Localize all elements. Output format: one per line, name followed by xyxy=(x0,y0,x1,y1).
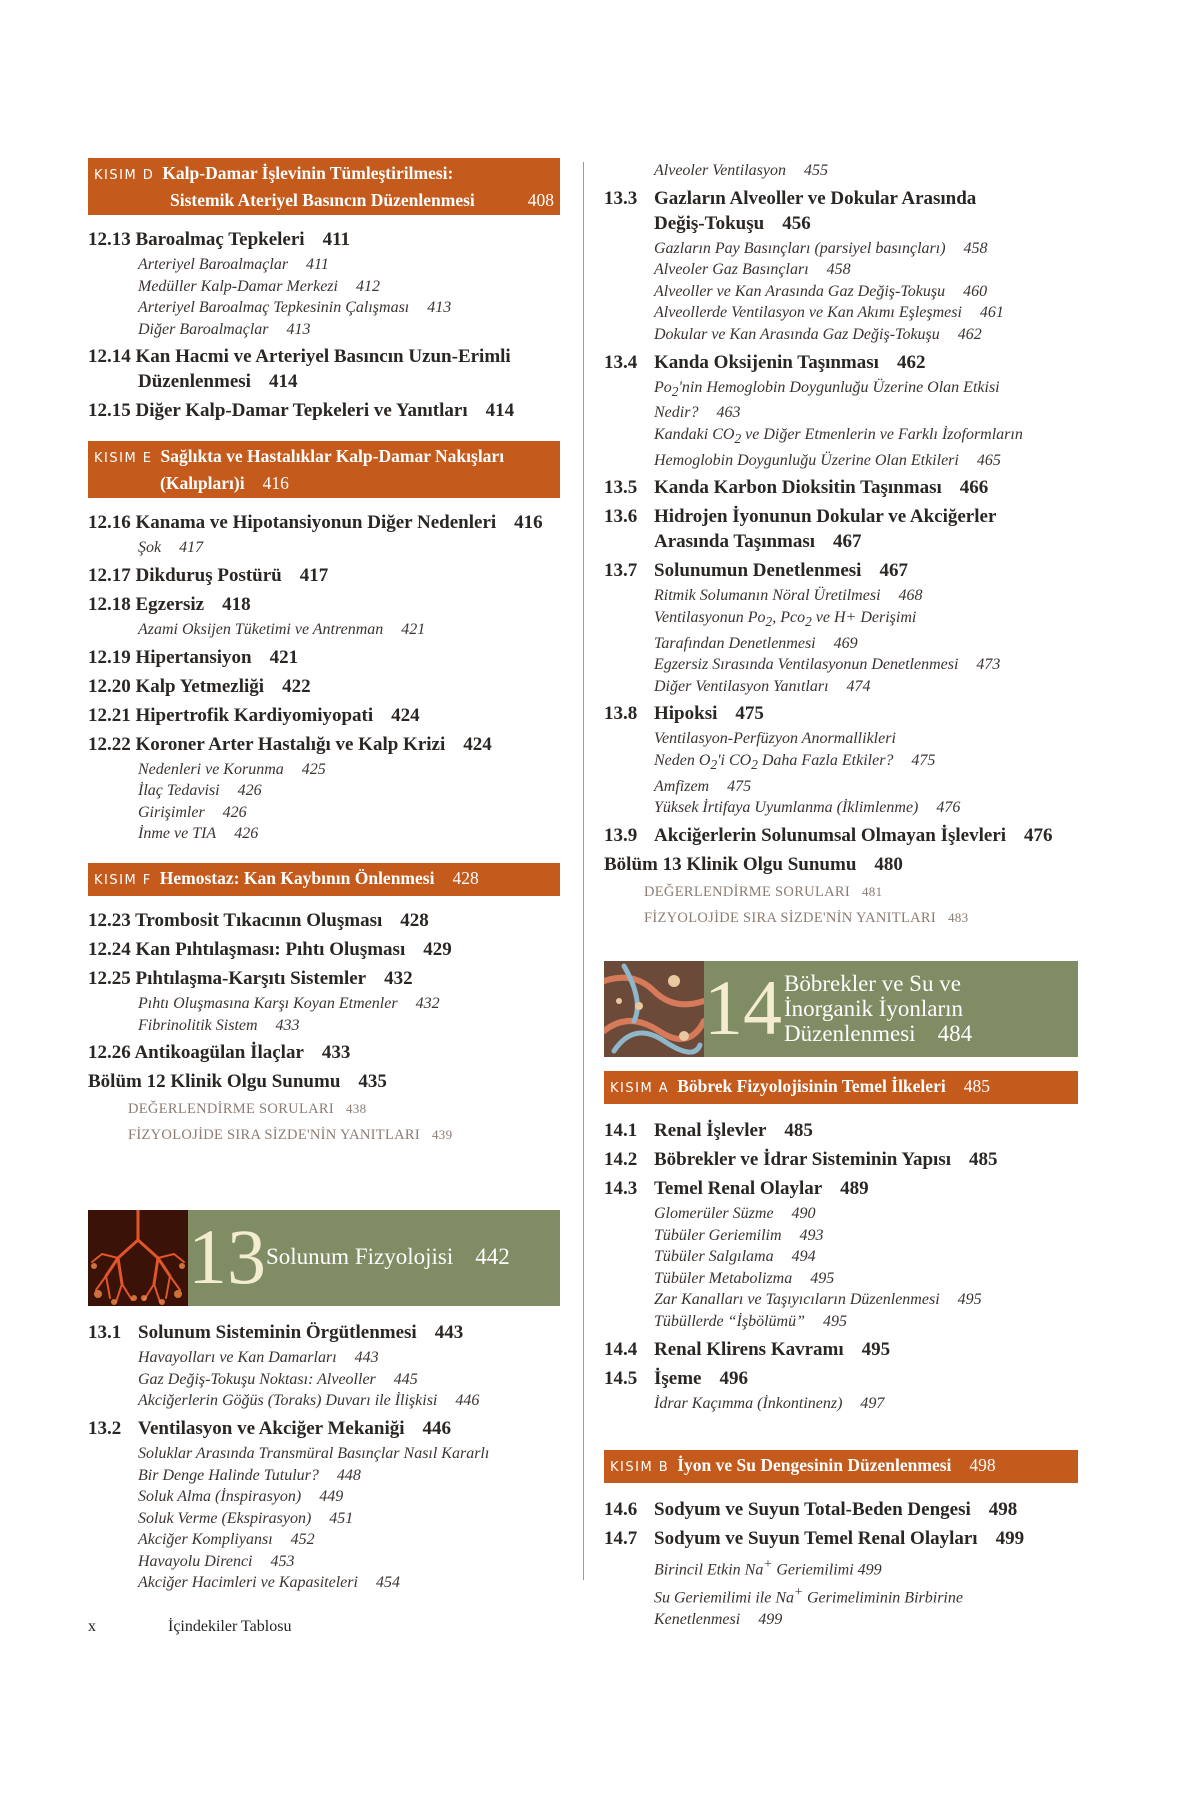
section-14-4[interactable]: 14.4 Renal Klirens Kavramı 495 xyxy=(604,1338,891,1360)
list-item[interactable]: Tübüllerde “İşbölümü” 495 xyxy=(654,1313,847,1330)
footer-page-number: x xyxy=(88,1618,96,1635)
list-item[interactable]: $Po_2'nin$ Hemoglobin Doygunluğu Üzerine Olan Etkisi xyxy=(654,378,1000,399)
list-item[interactable]: Diğer Baroalmaçlar 413 xyxy=(138,320,311,338)
list-item[interactable]: Fibrinolitik Sistem 433 xyxy=(138,1016,300,1034)
list-item[interactable]: Glomerüler Süzme 490 xyxy=(654,1205,816,1223)
chapter-number: 13 xyxy=(188,1213,266,1301)
part-f-header: KISIM F Hemostaz: Kan Kaybının Önlenmesi 428 xyxy=(88,863,560,896)
review-questions-12[interactable]: DEĞERLENDİRME SORULARI 438 xyxy=(128,1101,367,1118)
section-12-23[interactable]: 12.23 Trombosit Tıkacının Oluşması 428 xyxy=(88,909,429,931)
case-study-13[interactable]: Bölüm 13 Klinik Olgu Sunumu 480 xyxy=(604,854,903,876)
list-item[interactable]: Tübüler Salgılama 494 xyxy=(654,1248,816,1266)
list-item[interactable]: Azami Oksijen Tüketimi ve Antrenman 421 xyxy=(138,620,426,638)
section-14-2[interactable]: 14.2 Böbrekler ve İdrar Sisteminin Yapısı 485 xyxy=(604,1149,998,1171)
chapter-14-banner[interactable] xyxy=(604,961,1078,1057)
section-13-2[interactable]: 13.2 Ventilasyon ve Akciğer Mekaniği 446 xyxy=(88,1417,452,1439)
section-12-13[interactable]: 12.13 Baroalmaç Tepkeleri 411 xyxy=(88,229,351,250)
section-14-5[interactable]: 14.5 İşeme 496 xyxy=(604,1367,748,1389)
list-item[interactable]: İdrar Kaçımma (İnkontinenz) 497 xyxy=(654,1394,885,1412)
list-item[interactable]: Gazların Pay Basınçları (parsiyel basınçları) 458 xyxy=(654,239,988,257)
section-13-8[interactable]: 13.8 Hipoksi 475 xyxy=(604,703,764,725)
list-item[interactable]: Ventilasyonun $Po_2$, Pco$_2$ ve H+ Derişimi xyxy=(654,608,917,630)
section-12-24[interactable]: 12.24 Kan Pıhtılaşması: Pıhtı Oluşması 429 xyxy=(88,938,452,960)
list-item[interactable]: Tübüler Geriemilim 493 xyxy=(654,1226,824,1244)
list-item[interactable]: Diğer Ventilasyon Yanıtları 474 xyxy=(654,677,871,695)
list-item[interactable]: Amfizem 475 xyxy=(654,777,752,795)
list-item[interactable]: Bir Denge Halinde Tutulur? 448 xyxy=(138,1466,361,1484)
section-12-26[interactable]: 12.26 Antikoagülan İlaçlar 433 xyxy=(88,1042,351,1064)
list-item[interactable]: Dokular ve Kan Arasında Gaz Değiş-Tokuşu 462 xyxy=(654,325,982,343)
list-item[interactable]: Alveoller ve Kan Arasında Gaz Değiş-Tokuşu 460 xyxy=(654,282,988,300)
section-12-17[interactable]: 12.17 Dikduruş Postürü 417 xyxy=(88,564,329,586)
section-13-6[interactable]: 13.6 Hidrojen İyonunun Dokular ve Akciğerler Arasında Taşınması 467 xyxy=(604,506,997,553)
list-item[interactable]: Şok 417 xyxy=(138,539,204,557)
list-item[interactable]: Akciğer Kompliyansı 452 xyxy=(138,1531,315,1549)
list-item[interactable]: Hemoglobin Doygunluğu Üzerine Olan Etkileri 465 xyxy=(654,451,1001,469)
chapter-title: Böbrekler ve Su ve İnorganik İyonların Düzenlenmesi 484 xyxy=(784,971,973,1047)
section-13-5[interactable]: 13.5 Kanda Karbon Dioksitin Taşınması 466 xyxy=(604,477,989,499)
list-item[interactable]: Akciğerlerin Göğüs (Toraks) Duvarı ile İlişkisi 446 xyxy=(138,1392,480,1410)
section-12-21[interactable]: 12.21 Hipertrofik Kardiyomiyopati 424 xyxy=(88,704,420,726)
list-item[interactable]: Alveoler Gaz Basınçları 458 xyxy=(654,261,851,279)
list-item[interactable]: Birincil Etkin Na+ Geriemilimi 499 xyxy=(654,1556,882,1579)
list-item[interactable]: Nedenleri ve Korunma 425 xyxy=(138,760,326,778)
list-item[interactable]: Soluklar Arasında Transmüral Basınçlar Nasıl Kararlı xyxy=(138,1444,490,1462)
list-item[interactable]: Havayolları ve Kan Damarları 443 xyxy=(138,1349,379,1367)
section-12-25[interactable]: 12.25 Pıhtılaşma-Karşıtı Sistemler 432 xyxy=(88,967,413,989)
section-13-3[interactable]: 13.3 Gazların Alveoller ve Dokular Arasında Değiş-Tokuşu 456 xyxy=(604,187,977,234)
list-item[interactable]: Nedir? 463 xyxy=(654,404,741,422)
list-item[interactable]: İlaç Tedavisi 426 xyxy=(138,782,262,800)
section-13-9[interactable]: 13.9 Akciğerlerin Solunumsal Olmayan İşlevleri 476 xyxy=(604,825,1053,847)
section-12-14[interactable]: 12.14 Kan Hacmi ve Arteriyel Basıncın Uzun-Erimli Düzenlenmesi 414 xyxy=(88,346,511,393)
kidney-illustration xyxy=(604,961,704,1057)
section-12-18[interactable]: 12.18 Egzersiz 418 xyxy=(88,593,251,615)
list-item[interactable]: Medüller Kalp-Damar Merkezi 412 xyxy=(138,277,380,295)
section-14-3[interactable]: 14.3 Temel Renal Olaylar 489 xyxy=(604,1178,869,1200)
list-item[interactable]: Alveoler Ventilasyon 455 xyxy=(654,162,828,179)
footer-title: İçindekiler Tablosu xyxy=(168,1618,292,1635)
list-item[interactable]: Kenetlenmesi 499 xyxy=(654,1611,783,1629)
list-item[interactable]: Akciğer Hacimleri ve Kapasiteleri 454 xyxy=(138,1574,400,1592)
list-item[interactable]: Kandaki $CO_2$ ve Diğer Etmenlerin ve Farklı İzoformların xyxy=(654,425,1023,447)
part-a-header: KISIM A Böbrek Fizyolojisinin Temel İlkeleri 485 xyxy=(604,1071,1078,1104)
section-12-16[interactable]: 12.16 Kanama ve Hipotansiyonun Diğer Nedenleri 416 xyxy=(88,512,543,534)
answers-13[interactable]: FİZYOLOJİDE SIRA SİZDE'NİN YANITLARI 483 xyxy=(644,910,969,927)
case-study-12[interactable]: Bölüm 12 Klinik Olgu Sunumu 435 xyxy=(88,1071,387,1093)
list-item[interactable]: Arteriyel Baroalmaç Tepkesinin Çalışması 413 xyxy=(138,299,452,317)
answers-12[interactable]: FİZYOLOJİDE SIRA SİZDE'NİN YANITLARI 439 xyxy=(128,1127,453,1144)
list-item[interactable]: Alveollerde Ventilasyon ve Kan Akımı Eşleşmesi 461 xyxy=(654,304,1004,322)
list-item[interactable]: Soluk Verme (Ekspirasyon) 451 xyxy=(138,1509,354,1527)
section-13-4[interactable]: 13.4 Kanda Oksijenin Taşınması 462 xyxy=(604,351,926,373)
section-14-6[interactable]: 14.6 Sodyum ve Suyun Total-Beden Dengesi 498 xyxy=(604,1499,1018,1521)
section-14-1[interactable]: 14.1 Renal İşlevler 485 xyxy=(604,1120,813,1142)
list-item[interactable]: Zar Kanalları ve Taşıyıcıların Düzenlenmesi 495 xyxy=(654,1291,982,1309)
section-12-19[interactable]: 12.19 Hipertansiyon 421 xyxy=(88,646,299,668)
section-12-15[interactable]: 12.15 Diğer Kalp-Damar Tepkeleri ve Yanıtları 414 xyxy=(88,400,515,422)
list-item[interactable]: İnme ve TIA 426 xyxy=(138,825,259,843)
list-item[interactable]: Tübüler Metabolizma 495 xyxy=(654,1269,835,1287)
section-13-1[interactable]: 13.1 Solunum Sisteminin Örgütlenmesi 443 xyxy=(88,1322,464,1344)
chapter-13-banner[interactable] xyxy=(88,1210,560,1306)
list-item[interactable]: Havayolu Direnci 453 xyxy=(138,1552,295,1570)
section-13-7[interactable]: 13.7 Solunumun Denetlenmesi 467 xyxy=(604,560,908,582)
list-item[interactable]: Soluk Alma (İnspirasyon) 449 xyxy=(138,1488,344,1506)
section-12-22[interactable]: 12.22 Koroner Arter Hastalığı ve Kalp Krizi 424 xyxy=(88,733,492,755)
chapter-number: 14 xyxy=(704,964,782,1052)
right-column xyxy=(604,160,1078,1631)
part-d-header: KISIM D Kalp-Damar İşlevinin Tümleştirilmesi: Sistemik Ateriyel Basıncın Düzenlenmesi 408 xyxy=(88,158,560,215)
section-14-7[interactable]: 14.7 Sodyum ve Suyun Temel Renal Olayları 499 xyxy=(604,1528,1025,1550)
part-b-header: KISIM B İyon ve Su Dengesinin Düzenlenmesi 498 xyxy=(604,1450,1078,1483)
left-column xyxy=(88,158,560,1594)
part-e-header: KISIM E Sağlıkta ve Hastalıklar Kalp-Damar Nakışları (Kalıpları)i 416 xyxy=(88,441,560,498)
list-item[interactable]: Ritmik Solumanın Nöral Üretilmesi 468 xyxy=(654,587,923,605)
lung-illustration xyxy=(88,1210,188,1306)
list-item[interactable]: Arteriyel Baroalmaçlar 411 xyxy=(138,256,329,273)
list-item[interactable]: Gaz Değiş-Tokuşu Noktası: Alveoller 445 xyxy=(138,1370,418,1388)
list-item[interactable]: Neden $O_2'i$ $CO_2$ Daha Fazla Etkiler? 475 xyxy=(654,752,936,773)
section-12-20[interactable]: 12.20 Kalp Yetmezliği 422 xyxy=(88,675,311,697)
list-item[interactable]: Tarafından Denetlenmesi 469 xyxy=(654,634,858,652)
column-divider xyxy=(583,162,584,1580)
list-item[interactable]: Egzersiz Sırasında Ventilasyonun Denetlenmesi 473 xyxy=(654,656,1001,674)
list-item[interactable]: Ventilasyon-Perfüzyon Anormallikleri xyxy=(654,730,896,748)
chapter-title: Solunum Fizyolojisi 442 xyxy=(266,1244,510,1270)
list-item[interactable]: Pıhtı Oluşmasına Karşı Koyan Etmenler 432 xyxy=(138,994,440,1012)
list-item[interactable]: Su Geriemilimi ile Na+ Gerimeliminin Birbirine xyxy=(654,1584,963,1607)
list-item[interactable]: Yüksek İrtifaya Uyumlanma (İklimlenme) 476 xyxy=(654,799,961,817)
review-questions-13[interactable]: DEĞERLENDİRME SORULARI 481 xyxy=(644,884,883,901)
list-item[interactable]: Girişimler 426 xyxy=(138,803,247,821)
